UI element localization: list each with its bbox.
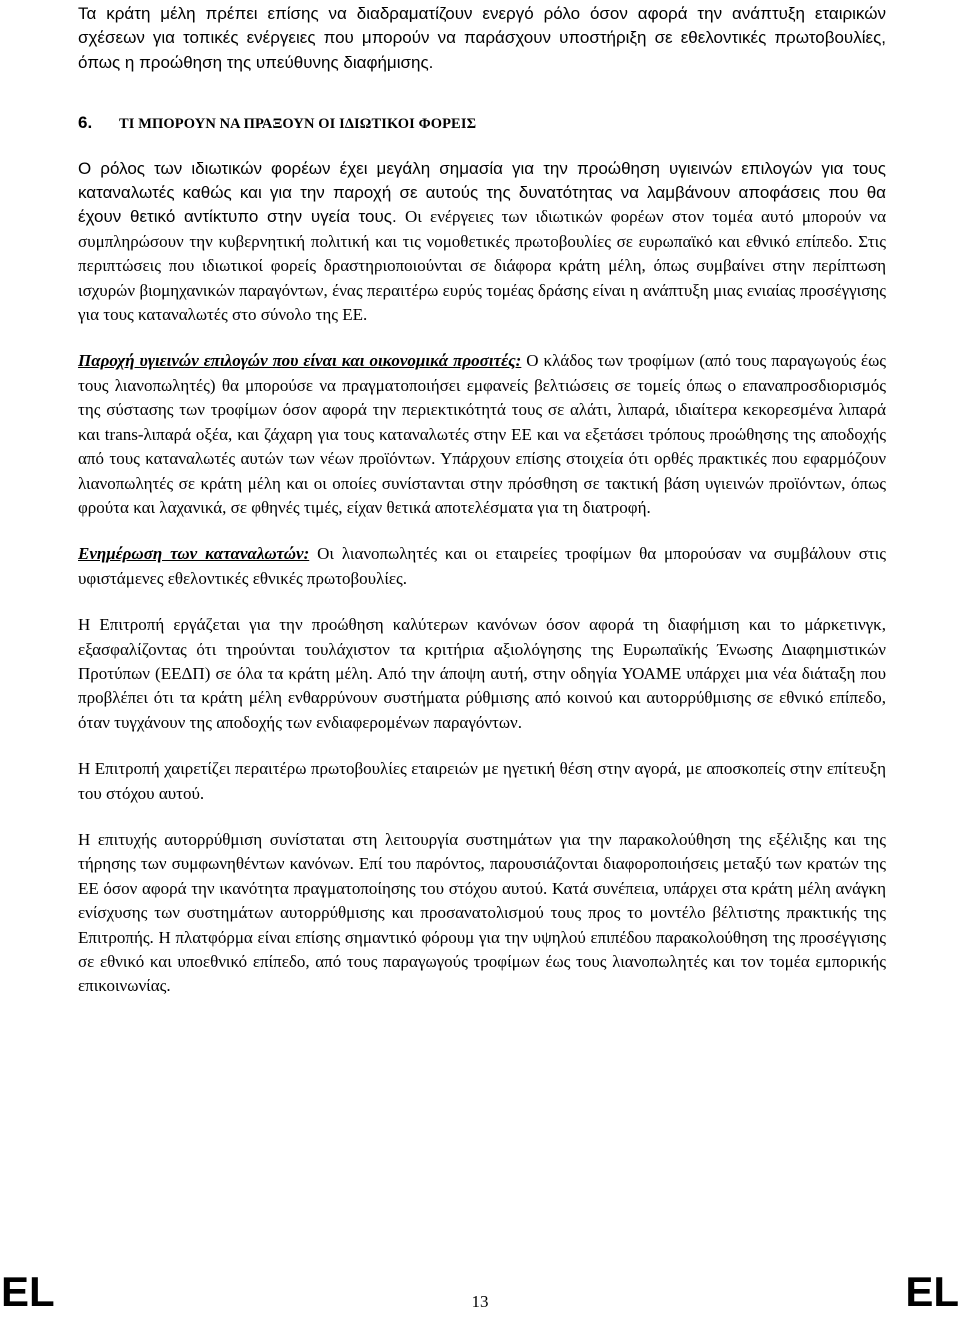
section-title: ΤΙ ΜΠΟΡΟΥΝ ΝΑ ΠΡΑΞΟΥΝ ΟΙ ΙΔΙΩΤΙΚΟΙ ΦΟΡΕΙΣ [119,116,477,133]
healthy-choices-text1: Ο κλάδος των τροφίμων (από τους παραγωγούς έως τους λιανοπωλητές) θα μπορούσε να πραγματοποιήσει εμφανείς βελτιώσεις σε τομείς όπως ο επαναπροσδιορισμός της σύστασης των τροφίμων όσον αφορά την περιεκτικότητά τους σε αλάτι, λιπαρά, ιδιαίτερα κεκορεσμένα λιπαρά και trans-λιπαρά οξέα, και ζάχαρη για τους καταναλωτές στην ΕΕ και να εξετάσει τρόπους προώθησης της αποδοχής από τους καταναλωτές αυτών των νέων προϊόντων. [78,351,886,469]
footer-language-left: EL [1,1268,55,1315]
consumer-information-text: Οι λιανοπωλητές και οι εταιρείες τροφίμων θα μπορούσαν να συμβάλουν στις υφιστάμενες εθελοντικές εθνικές πρωτοβουλίες. [78,544,887,588]
consumer-information-paragraph [78,542,886,591]
document-body [78,2,886,999]
consumer-information-lead: Ενημέρωση των καταναλωτών: [78,544,310,564]
commission-work-paragraph: Η Επιτροπή εργάζεται για την προώθηση καλύτερων κανόνων όσον αφορά τη διαφήμιση και το μάρκετινγκ, εξασφαλίζοντας ότι τηρούνται τουλάχιστον τα κριτήρια αξιολόγησης της Ευρωπαϊκής Ένωσης Διαφημιστικών Προτύπων (ΕΕΔΠ) σε όλα τα κράτη μέλη. Από την άποψη αυτή, στην οδηγία ΥΟΑΜΕ υπάρχει μια νέα διάταξη που προβλέπει ότι τα κράτη μέλη ενθαρρύνουν συστήματα ρύθμισης από κοινού και αυτορρύθμισης σε εθνικό επίπεδο, όταν τυγχάνουν της αποδοχής των ενδιαφερομένων παραγόντων. [78,615,886,732]
healthy-choices-paragraph [78,349,886,520]
intro-paragraph: Τα κράτη μέλη πρέπει επίσης να διαδραματίζουν ενεργό ρόλο όσον αφορά την ανάπτυξη εταιρικών σχέσεων για τοπικές ενέργειες που μπορούν να παράσχουν υποστήριξη σε εθελοντικές πρωτοβουλίες, όπως η προώθηση της υπεύθυνης διαφήμισης. [78,4,886,72]
commission-welcomes-paragraph: Η Επιτροπή χαιρετίζει περαιτέρω πρωτοβουλίες εταιρειών με ηγετική θέση στην αγορά, με αποσκοπείς στην επίτευξη του στόχου αυτού. [78,759,886,803]
self-regulation-part3: Η πλατφόρμα είναι επίσης σημαντικό φόρουμ για την υψηλού επιπέδου παρακολούθηση της προσέγγισης σε εθνικό και υποεθνικό επίπεδο, από τους παραγωγούς τροφίμων έως τους λιανοπωλητές και τον τομέα εμπορικής επικοινωνίας. [78,927,886,996]
healthy-choices-lead: Παροχή υγιεινών επιλογών που είναι και οικονομικά προσιτές: [78,351,522,371]
section-intro-part3: Στις περιπτώσεις που ιδιωτικοί φορείς δραστηριοποιούνται σε διάφορα κράτη μέλη, όπως συμβαίνει στην περίπτωση ισχυρών βιομηχανικών παραγόντων, ένας περαιτέρω ευρύς τομέας δράσης είναι η ανάπτυξη μιας ενιαίας προσέγγισης για τους καταναλωτές στο σύνολο της ΕΕ. [78,231,886,325]
section-number: 6. [78,113,93,133]
self-regulation-part2: Κατά συνέπεια, υπάρχει στα κράτη μέλη ανάγκη ενίσχυσης των συστημάτων αυτορρύθμισης και προσανατολισμού τους προς το μοντέλο βέλτιστης πρακτικής της Επιτροπής. [78,878,886,947]
section-intro-part1: Ο ρόλος των ιδιωτικών φορέων έχει μεγάλη σημασία για την προώθηση υγιεινών επιλογών για τους καταναλωτές καθώς και για την παροχή σε αυτούς της δυνατότητας να λαμβάνουν αποφάσεις που θα έχουν θετικό αντίκτυπο στην υγεία τους. [78,158,886,227]
section-intro-part2: Οι ενέργειες των ιδιωτικών φορέων στον τομέα αυτό μπορούν να συμπληρώσουν την κυβερνητική πολιτική και τις νομοθετικές πρωτοβουλίες σε ευρωπαϊκό και εθνικό επίπεδο. [78,207,887,251]
self-regulation-part1: Η επιτυχής αυτορρύθμιση συνίσταται στη λειτουργία συστημάτων για την παρακολούθηση της εξέλιξης και της τήρησης των συμφωνηθέντων κανόνων. Επί του παρόντος, παρουσιάζονται διαφοροποιήσεις μεταξύ των κρατών της ΕΕ όσον αφορά την ικανότητα πραγματοποίησης του στόχου αυτού. [78,829,886,898]
footer-language-right: EL [905,1268,959,1315]
self-regulation-paragraph [78,828,886,999]
section-heading [78,111,886,136]
section-intro-paragraph [78,157,886,328]
page-number: 13 [471,1292,489,1311]
healthy-choices-text2: Υπάρχουν επίσης στοιχεία ότι ορθές πρακτικές που εφαρμόζουν λιανοπωλητές σε κράτη μέλη και οι οποίες συνίστανται στην πρόσθηση σε τακτική βάση υγιεινών προϊόντων, όπως φρούτα και λαχανικά, σε φθηνές τιμές, είχαν θετικά αποτελέσματα για τη διατροφή. [78,449,887,517]
